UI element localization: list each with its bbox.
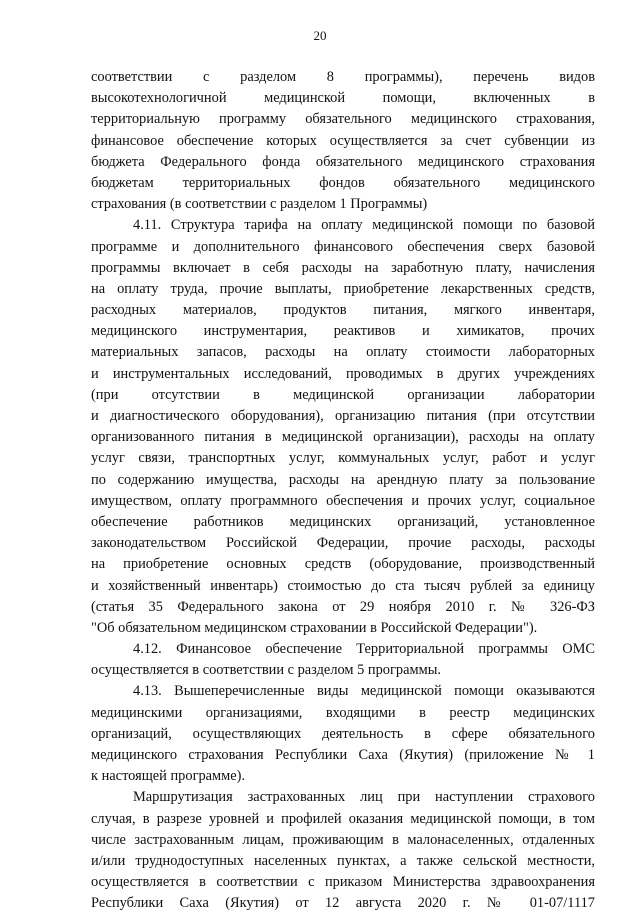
text-line: материальных запасов, расходы на оплату стоимости лабораторных <box>91 344 595 361</box>
text-line: Республики Саха (Якутия) от 12 августа 2020 г. № 01-07/1117 <box>91 895 595 912</box>
text-line: Маршрутизация застрахованных лиц при наступлении страхового <box>133 789 595 806</box>
paragraph-routing <box>91 787 595 914</box>
paragraph-continuation <box>91 67 595 215</box>
text-line: и диагностического оборудования), организацию питания (при отсутствии <box>91 408 595 424</box>
text-line: организаций, осуществляющих деятельность в сфере обязательного <box>91 725 595 742</box>
text-line: программе и дополнительного финансового обеспечения сверх базовой <box>91 238 595 255</box>
text-line: программы включает в себя расходы на заработную плату, начисления <box>91 259 595 276</box>
text-line: к настоящей программе). <box>91 768 246 785</box>
text-line: организованного питания в медицинской организации), расходы на оплату <box>91 429 595 446</box>
text-line: осуществляется в соответствии с приказом Министерства здравоохранения <box>91 874 595 891</box>
text-line: случая, в разрезе уровней и профилей оказания медицинской помощи, в том <box>91 810 595 827</box>
text-line: (статья 35 Федерального закона от 29 ноября 2010 г. № 326-ФЗ <box>91 598 595 615</box>
paragraph-4-13 <box>91 681 595 787</box>
text-line: по содержанию имущества, расходы на арендную плату за пользование <box>91 471 595 488</box>
text-line: 4.11. Структура тарифа на оплату медицинской помощи по базовой <box>133 217 595 234</box>
page-number: 20 <box>313 28 327 43</box>
text-line: и инструментальных исследований, проводимых в других учреждениях <box>91 365 595 382</box>
text-line: страхования (в соответствии с разделом 1 Программы) <box>91 196 428 213</box>
text-line: финансовое обеспечение которых осуществляется за счет субвенции из <box>91 132 595 149</box>
text-line: числе застрахованным лицам, проживающим в малонаселенных, отдаленных <box>91 831 595 848</box>
text-line: медицинскими организациями, входящими в реестр медицинских <box>91 704 595 721</box>
text-line: законодательством Российской Федерации, прочие расходы, расходы <box>91 535 595 552</box>
text-line: медицинского страхования Республики Саха (Якутия) (приложение № 1 <box>91 747 595 763</box>
text-line: (при отсутствии в медицинской организации лаборатории <box>91 386 595 403</box>
text-line: расходных материалов, продуктов питания, мягкого инвентаря, <box>91 302 595 319</box>
paragraph-4-11 <box>91 215 595 639</box>
text-line: на приобретение основных средств (оборудование, производственный <box>91 556 595 573</box>
text-line: высокотехнологичной медицинской помощи, включенных в <box>91 90 595 107</box>
text-line: бюджетам территориальных фондов обязательного медицинского <box>91 174 595 191</box>
text-line: 4.12. Финансовое обеспечение Территориальной программы ОМС <box>133 641 595 658</box>
text-line: имуществом, оплату программного обеспечения и прочих услуг, социальное <box>91 492 595 509</box>
paragraph-4-12 <box>91 639 595 681</box>
text-line: территориальную программу обязательного медицинского страхования, <box>91 111 595 128</box>
text-line: и/или труднодоступных населенных пунктах, а также сельской местности, <box>91 852 595 869</box>
text-line: на оплату труда, прочие выплаты, приобретение лекарственных средств, <box>91 280 595 297</box>
text-line: бюджета Федерального фонда обязательного медицинского страхования <box>91 153 595 170</box>
text-line: соответствии с разделом 8 программы), перечень видов <box>91 69 595 85</box>
text-line: 4.13. Вышеперечисленные виды медицинской помощи оказываются <box>133 683 595 700</box>
document-body <box>91 67 595 915</box>
text-line: медицинского инструментария, реактивов и химикатов, прочих <box>91 323 595 340</box>
text-line: "Об обязательном медицинском страховании в Российской Федерации"). <box>91 619 538 636</box>
text-line: услуг связи, транспортных услуг, коммунальных услуг, работ и услуг <box>91 450 595 467</box>
text-line: обеспечение работников медицинских организаций, установленное <box>91 513 595 530</box>
text-line: осуществляется в соответствии с разделом 5 программы. <box>91 662 441 679</box>
text-line: и хозяйственный инвентарь) стоимостью до ста тысяч рублей за единицу <box>91 577 595 594</box>
